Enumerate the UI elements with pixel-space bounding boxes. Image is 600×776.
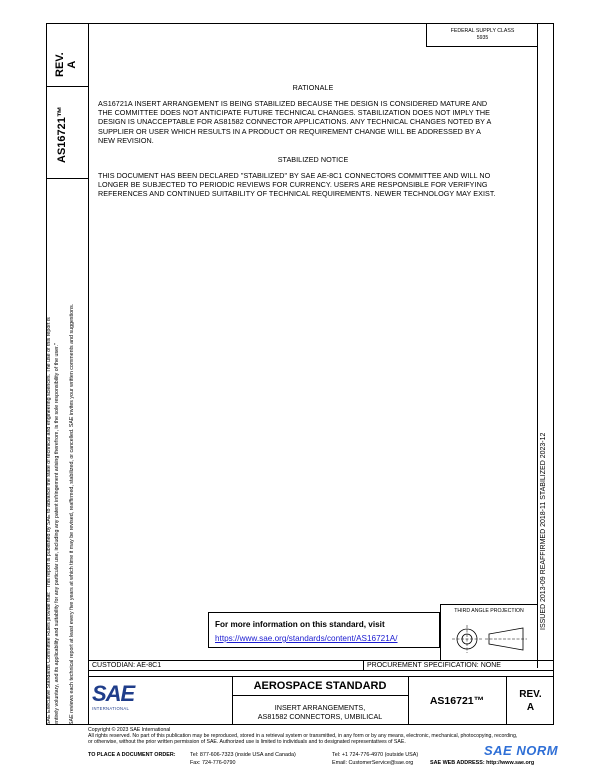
rationale-heading: RATIONALE [292, 83, 334, 92]
stabilized-line: THIS DOCUMENT HAS BEEN DECLARED "STABILIZED" BY SAE AE-8C1 CONNECTORS COMMITTEE AND WILL NO [98, 171, 491, 180]
rationale-line: DESIGN IS UNACCEPTABLE FOR AS81582 CONNECTOR APPLICATIONS. ANY TECHNICAL CHANGES NOTED BY A [98, 117, 492, 127]
sae-logo-text: SAE [92, 681, 135, 706]
stabilized-line: LONGER BE SUBJECTED TO PERIODIC REVIEWS FOR CURRENCY. USERS ARE RESPONSIBLE FOR VERIFYING [98, 180, 488, 190]
subtitle-line-2: AS81582 CONNECTORS, UMBILICAL [257, 712, 383, 721]
stabilized-heading: STABILIZED NOTICE [277, 155, 349, 164]
left-rev-value: A [66, 60, 78, 69]
right-column-divider [537, 23, 538, 668]
rationale-line: AS16721A INSERT ARRANGEMENT IS BEING STABILIZED BECAUSE THE DESIGN IS CONSIDERED MATURE AND [98, 99, 488, 108]
custodian-divider [363, 660, 364, 670]
rationale-line: NEW REVISION. [98, 135, 154, 145]
projection-box [440, 604, 537, 660]
footer-web[interactable]: SAE WEB ADDRESS: http://www.sae.org [430, 760, 535, 766]
projection-label: THIRD ANGLE PROJECTION [454, 608, 524, 614]
rationale-line: THE COMMITTEE DOES NOT ANTICIPATE FUTURE TECHNICAL CHANGES. STABILIZATION DOES NOT IMPLY THE [98, 108, 490, 118]
standard-title: AEROSPACE STANDARD [253, 680, 387, 692]
procurement-text: PROCUREMENT SPECIFICATION: NONE [367, 662, 501, 669]
title-block-top-line [88, 676, 554, 677]
footer-tel-2: Tel: +1 724-776-4970 (outside USA) [332, 752, 419, 758]
projection-symbol-icon [449, 619, 531, 657]
footer-line-1: All rights reserved. No part of this publication may be reproduced, stored in a retrieval system or transmitted, in any form or by any means, electronic, mechanical, photocopying, recording, [88, 733, 518, 740]
issue-dates: ISSUED 2013-09 REAFFIRMED 2018-11 STABILIZED 2023-12 [540, 432, 547, 630]
sae-logo [92, 682, 152, 722]
supply-class-label: FEDERAL SUPPLY CLASS [450, 28, 515, 34]
legal-line-2: entirely voluntary, and its applicability and suitability for any particular use, including any patent infringement arising therefrom, is the sole responsibility of the user." [54, 343, 60, 725]
footer-fax: Fax: 724-776-0790 [190, 760, 236, 766]
footer-order-label: TO PLACE A DOCUMENT ORDER: [88, 752, 176, 758]
title-rev-value: A [526, 702, 535, 713]
custodian-text: CUSTODIAN: AE-8C1 [92, 662, 162, 669]
custodian-top-line [88, 660, 554, 661]
left-column-divider [88, 23, 89, 725]
sae-norm-watermark [484, 742, 596, 766]
subtitle-line-1: INSERT ARRANGEMENTS, [274, 703, 366, 712]
legal-line-3: SAE reviews each technical report at least every five years at which time it may be revised, reaffirmed, stabilized, or cancelled. SAE invites your written comments and suggestions. [69, 303, 75, 725]
footer-copyright: Copyright © 2023 SAE International [88, 727, 171, 733]
supply-class-box [426, 23, 537, 47]
stabilized-line: REFERENCES AND CONTINUED SUITABILITY OF TECHNICAL REQUIREMENTS. NEWER TECHNOLOGY MAY EXIST. [98, 189, 496, 199]
rev-divider [46, 86, 89, 87]
legal-line-1: SAE Executive Standards Committee Rules provide that: "This report is published by SAE to advance the state of technical and engineering sciences. The use of this report is [46, 317, 52, 725]
rev-box-divider [506, 676, 507, 725]
title-rev-label: REV. [519, 689, 542, 700]
info-box-text: For more information on this standard, visit [215, 620, 385, 629]
rationale-line: SUPPLIER OR USER WHICH RESULTS IN A PRODUCT OR REQUIREMENT CHANGE WILL BE ADDRESSED BY A [98, 126, 482, 136]
info-box-link[interactable]: https://www.sae.org/standards/content/AS16721A/ [215, 634, 398, 643]
footer-email: Email: CustomerService@sae.org [332, 760, 414, 766]
custodian-bottom-line [88, 670, 554, 671]
left-rev-label: REV. [54, 52, 66, 77]
standard-title-line [232, 695, 408, 696]
title-doc-number: AS16721™ [429, 695, 485, 707]
watermark-text: SAE NORM [484, 743, 559, 758]
info-box [208, 612, 440, 648]
stabilized-body [98, 171, 534, 199]
docnum-divider [46, 178, 89, 179]
footer-line-2: or otherwise, without the prior written permission of SAE. Authorized use is limited to individuals and to designated representatives of SAE. [88, 739, 406, 746]
supply-class-code: 5935 [476, 35, 489, 41]
rationale-body [98, 99, 534, 145]
sae-logo-sub: INTERNATIONAL [92, 706, 130, 711]
footer-tel-1: Tel: 877-606-7323 (inside USA and Canada) [190, 752, 296, 758]
left-doc-number: AS16721™ [56, 106, 68, 163]
left-rev [54, 52, 78, 77]
